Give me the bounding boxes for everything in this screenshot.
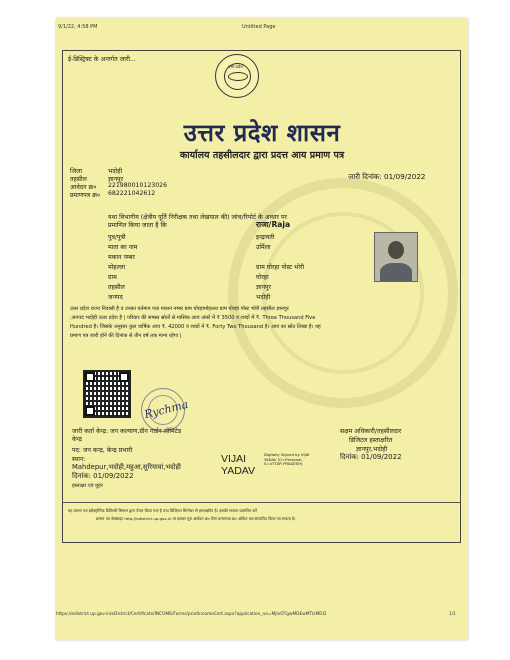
page-title: उत्तर प्रदेश शासन: [183, 118, 341, 147]
issuer-post: पद: जन कन्द्र, केन्द्र प्रभारी: [72, 447, 133, 454]
signatory-name: [221, 453, 255, 477]
detail-label-village: ग्राम: [108, 274, 117, 281]
issuer-place: Mahdepur,भदोही,महुआ,सुरियावां,भदोही: [72, 463, 181, 471]
meta-label-district: जिला: [70, 168, 82, 175]
digital-signature-note: [264, 453, 309, 467]
print-page-number: 1/1: [449, 612, 456, 617]
intro-text: प्रमाणित किया जाता है कि: [108, 222, 167, 229]
detail-value-locality: ग्राम घोरहा पोस्ट भोरी: [256, 264, 305, 271]
detail-label-house-no: मकान नम्बर: [108, 254, 135, 261]
issuer-date: दिनांक: 01/09/2022: [72, 472, 134, 480]
up-emblem-icon: [215, 54, 259, 98]
digital-signature-line2: YADAV (O=Personal,: [264, 456, 303, 462]
issuer-place-label: स्थान:: [72, 456, 86, 463]
digital-signature-line3: S=UTTAR PRADESH): [264, 461, 303, 467]
holder-name: राजा/Raja: [256, 220, 291, 229]
meta-value-application-no: 221980010123026: [108, 182, 168, 189]
print-datetime: 9/1/22, 4:58 PM: [58, 24, 98, 30]
verification-qr-code: [83, 370, 131, 418]
detail-value-village: घोरहा: [256, 274, 269, 281]
handwritten-signature: Rychma: [143, 397, 190, 422]
detail-value-mother: उर्मिला: [256, 244, 271, 251]
signatory-type: डिजिटल हस्ताक्षरित: [349, 437, 393, 444]
intro-top: यथा विभागीय (क्षेत्रीय पूर्ति निरीक्षक तथा लेखपाल की) जांच/रिपोर्ट के आधार पर: [108, 214, 287, 221]
meta-label-tehsil: तहसील: [70, 176, 87, 183]
body-line-2: ,जनपद भदोही उत्तर प्रदेश है | परिवार की समस्त स्रोतों से मासिक आय अंको में ₹ 3500 व शब्दों में ₹. Three Thousand Five: [70, 315, 316, 321]
print-url: https://edistrict.up.gov.in/eDistrict/Certificate/INCOME/Forms/printIncomeCert.aspx?application_no=MjIxOTgwMDEwMTIzMDI2: [56, 612, 327, 617]
digital-signature-line1: Digitally Signed by VIJAI: [264, 452, 310, 457]
meta-label-certificate-no: प्रमाणपत्र क्र०: [70, 192, 101, 199]
issuer-sign-note: हस्ताक्षर एवं मुहर: [72, 483, 103, 489]
detail-label-relation: पुत्र/पुत्री: [108, 234, 126, 241]
detail-label-mother: माता का नाम: [108, 244, 138, 251]
detail-value-relation: इन्द्रावती: [256, 234, 275, 241]
meta-value-certificate-no: 682221042612: [108, 190, 156, 197]
certificate-subtitle: कार्यालय तहसीलदार द्वारा प्रदत्त आय प्रमाण पत्र: [179, 150, 345, 161]
signatory-place: ज्ञानपुर,भदोही: [356, 446, 388, 453]
body-line-1: उत्तर प्रदेश राज्य निवासी है व उनका वर्तमान पता मकान नम्बर ग्राम घोरहामोहल्ला ग्राम घोरहा पोस्ट भोरी तहसील ज्ञानपुर: [70, 306, 289, 312]
holder-photo: [374, 232, 418, 282]
issuing-center: जारी कर्ता केन्द्र: जन कल्याण,ग्रीन गार्डन लीमिटेड: [72, 428, 182, 435]
meta-value-district: भदोही: [108, 168, 123, 175]
print-page-title: Untitled Page: [242, 24, 276, 30]
meta-label-application-no: आवेदन क्र०: [70, 184, 97, 191]
footer-line-2: प्रमाण पत्र वेबसाइट http://edistrict.up.gov.in पर इसका पूरा आवेदन क्र० लिए प्रमाणपत्र क्र० अंकित कर,सत्यापित किया जा सकता है।: [96, 516, 296, 521]
signed-note: ई-डिस्ट्रिक्ट के अन्तर्गत जारी...: [68, 56, 136, 63]
body-line-3: Hundred है। जिसके अनुसार कुल वार्षिक आय ₹. 42000 व शब्दों में ₹. Forty Two Thousand है। आय का स्रोत लिखा है। यह: [70, 324, 321, 330]
certificate-sheet: [56, 18, 468, 640]
footer-divider: [62, 502, 460, 503]
signatory-name-line2: YADAV: [221, 465, 256, 477]
detail-label-locality: मोहल्ला: [108, 264, 126, 271]
detail-label-district: जनपद: [108, 294, 123, 301]
signatory-date: दिनांक: 01/09/2022: [340, 453, 402, 461]
detail-value-district: भदोही: [256, 294, 271, 301]
signatory-name-line1: VIJAI: [221, 453, 247, 465]
footer-line-1: यह प्रमाण पत्र इलेक्ट्रॉनिक डिलिवरी सिस्टम द्वारा तैयार किया गया है तथा डिजिटल सिग्नेचर से हस्ताक्षरित है। इसकी सत्यता प्रमाणित करें: [68, 508, 257, 513]
issue-date: जारी दिनांक: 01/09/2022: [348, 172, 426, 181]
detail-value-tehsil: ज्ञानपुर: [256, 284, 272, 291]
body-line-4: प्रमाण पत्र जारी होने की दिनांक से तीन वर्ष तक मान्य रहेगा |: [70, 333, 182, 339]
issuing-center-2: केन्द्र: [72, 436, 82, 443]
detail-label-tehsil: तहसील: [108, 284, 125, 291]
signatory-designation: सक्षम अधिकारी/तहसीलदार: [340, 428, 402, 435]
meta-value-tehsil: ज्ञानपुर: [108, 176, 124, 183]
emblem-text: उत्तर प्रदेश: [228, 64, 243, 69]
